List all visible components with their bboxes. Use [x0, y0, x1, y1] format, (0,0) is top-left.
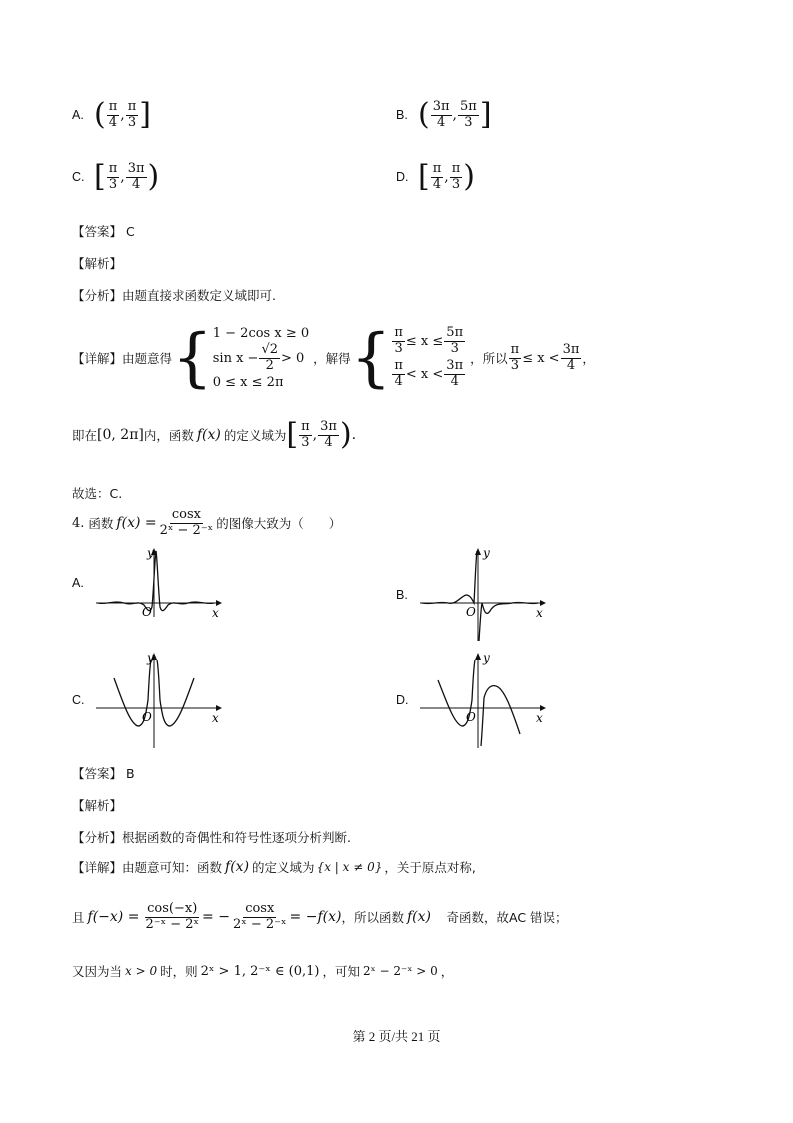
q4-detail-1 — [72, 858, 476, 876]
bracket-close: ] — [139, 97, 151, 133]
x-label: x — [212, 606, 219, 620]
system-1 — [213, 326, 309, 391]
left-brace: { — [350, 321, 392, 395]
bracket-open: ( — [94, 97, 106, 133]
fx: f(x) = — [116, 515, 157, 532]
condition: x > 0 — [125, 964, 158, 978]
text: ，所以函数 — [341, 910, 404, 926]
answer-value: B — [126, 765, 135, 781]
frac-den: 3 — [451, 176, 461, 192]
domain-set: {x | x ≠ 0} — [316, 860, 383, 874]
option-label: D. — [396, 170, 409, 185]
graph-d — [418, 650, 548, 750]
result: 2ˣ − 2⁻ˣ > 0 — [362, 964, 438, 978]
relation: ≤ x < — [522, 350, 560, 366]
frac-den: 3 — [450, 341, 459, 357]
frac-num: cosx — [171, 507, 201, 522]
frac-den: 2ˣ − 2⁻ˣ — [232, 916, 287, 932]
fenxi-tag: 【分析】 — [72, 830, 123, 845]
system-row — [391, 326, 466, 357]
q4-question — [72, 508, 341, 539]
interval: [0, 2π] — [97, 427, 144, 444]
frac-num: √2 — [261, 341, 279, 357]
sys-text: sin x − — [212, 350, 259, 366]
frac-num: π — [394, 325, 403, 341]
frac-den: 3 — [301, 434, 310, 450]
option-label: A. — [72, 575, 84, 590]
frac-den: 2 — [265, 357, 274, 373]
question-number: 4. — [72, 515, 85, 531]
so-word: ，所以 — [470, 351, 508, 366]
frac-den: 4 — [566, 357, 576, 373]
option-label: C. — [72, 693, 85, 707]
y-label: y — [147, 546, 154, 560]
graph-c — [94, 650, 224, 750]
q3-fenxi — [72, 286, 276, 304]
frac-num: π — [108, 161, 118, 176]
text: 的定义域为 — [252, 860, 315, 875]
x-label: x — [536, 711, 543, 725]
frac-den: 4 — [394, 373, 403, 389]
detail-lead: 由题意得 — [122, 351, 173, 366]
frac-den: 4 — [108, 114, 118, 130]
answer-value: C — [126, 223, 135, 239]
option-label: B. — [396, 108, 408, 123]
frac-num: 5π — [446, 325, 464, 341]
text: ，关于原点对称, — [384, 860, 476, 875]
y-arrow — [475, 548, 481, 555]
text: 内，函数 — [143, 428, 194, 444]
text: 又因为当 — [72, 964, 123, 979]
origin-label: O — [142, 605, 152, 619]
q3-choose: 故选：C. — [72, 486, 123, 501]
curve-b-left — [422, 551, 477, 604]
q3-domain-line: 即在 [0, 2π] 内，函数 f(x) 的定义域为 [ $\frac{\pi}{3}$ , $\frac{3\pi}{4}$ ) . — [72, 417, 357, 453]
fenxi-text: 根据函数的奇偶性和符号性逐项分析判断. — [122, 830, 351, 845]
option-label: D. — [396, 693, 409, 707]
frac-den: 4 — [324, 434, 333, 450]
curve-b-right — [479, 602, 538, 641]
option-b: B. ( $\frac{3\pi}{4}$ , $\frac{5\pi}{3}$ ] — [396, 97, 492, 133]
page-footer: 第 2 页/共 21 页 — [352, 1029, 441, 1044]
frac-num: π — [127, 99, 137, 114]
graph-option-c — [72, 650, 224, 750]
y-label: y — [147, 651, 154, 665]
curve-a — [98, 551, 214, 611]
sys-text: > 0 — [281, 350, 305, 366]
bracket-open: ( — [418, 97, 430, 133]
q4-answer — [72, 764, 135, 782]
graph-option-b — [396, 545, 548, 645]
q3-detail — [72, 310, 595, 406]
fx: f(x) — [406, 909, 431, 926]
text: 且 — [72, 910, 85, 926]
frac-den: 4 — [450, 373, 459, 389]
comma: ， — [582, 351, 595, 366]
text: 由题意可知：函数 — [122, 860, 223, 875]
system-row: 1 − 2cos x ≥ 0 — [212, 325, 310, 341]
frac-den: 4 — [436, 114, 446, 130]
curve-d-right — [481, 686, 520, 746]
bracket-close: ) — [147, 159, 160, 195]
frac-num: cosx — [245, 901, 275, 916]
frac-num: 3π — [446, 358, 464, 373]
bracket-close: ] — [479, 97, 492, 133]
fx: f(x) — [225, 859, 250, 875]
rhs: = −f(x) — [289, 909, 342, 926]
text: 奇函数，故AC 错误； — [434, 910, 568, 926]
frac-den: 3 — [394, 341, 403, 357]
frac-num: 5π — [460, 99, 477, 114]
bracket-open: [ — [94, 159, 106, 195]
frac-den: 3 — [510, 357, 520, 373]
frac-num: π — [432, 161, 442, 176]
option-c: C. [ $\frac{\pi}{3}$ , $\frac{3\pi}{4}$ ) — [72, 159, 160, 195]
system-row — [391, 359, 466, 390]
text: ，可知 — [322, 964, 360, 979]
equals: = − — [202, 909, 230, 926]
frac-num: π — [510, 341, 520, 357]
frac-den: 4 — [131, 176, 141, 192]
system-row — [213, 343, 309, 374]
text: 的定义域为 — [223, 428, 287, 444]
graph-a — [94, 545, 224, 620]
x-label: x — [212, 711, 219, 725]
solve-word: ，解得 — [313, 351, 351, 366]
frac-num: 3π — [562, 341, 580, 357]
answer-tag: 【答案】 — [72, 766, 123, 781]
frac-num: π — [108, 99, 118, 114]
frac-den: 4 — [432, 176, 442, 192]
text: 的图像大致为（ ） — [216, 516, 342, 532]
detail-tag: 【详解】 — [72, 860, 123, 875]
system-row: 0 ≤ x ≤ 2π — [212, 375, 284, 391]
option-label: A. — [72, 108, 84, 123]
text: 函数 — [88, 516, 114, 532]
frac-num: π — [451, 161, 461, 176]
q4-detail-3 — [72, 962, 453, 980]
frac-num: 3π — [127, 161, 145, 176]
bracket-open: [ — [286, 417, 299, 453]
option-a: A. ( $\frac{\pi}{4}$ , $\frac{\pi}{3}$ ] — [72, 97, 151, 133]
y-label: y — [483, 651, 490, 665]
curve-c-right — [157, 660, 194, 726]
fenxi-text: 由题直接求函数定义域即可. — [122, 288, 276, 303]
sys-text: < x < — [405, 366, 444, 382]
origin-label: O — [466, 605, 476, 619]
bracket-open: [ — [418, 159, 430, 195]
frac-num: π — [394, 358, 403, 373]
detail-tag: 【详解】 — [72, 351, 123, 366]
y-label: y — [483, 546, 490, 560]
fx: f(x) — [196, 427, 221, 444]
graph-option-d — [396, 650, 548, 750]
text: 时，则 — [160, 964, 198, 979]
bracket-close: ) — [339, 417, 352, 453]
answer-tag: 【答案】 — [72, 224, 123, 239]
option-d: D. [ $\frac{\pi}{4}$ , $\frac{\pi}{3}$ ) — [396, 159, 475, 195]
q4-detail-2 — [72, 902, 568, 933]
graph-option-a — [72, 545, 224, 620]
q4-analysis-tag: 【解析】 — [72, 798, 123, 813]
q3-answer — [72, 222, 135, 240]
frac-num: 3π — [432, 99, 450, 114]
system-2 — [391, 326, 466, 390]
frac-num: 3π — [320, 419, 337, 434]
lhs: f(−x) = — [87, 909, 140, 926]
frac-den: 2ˣ − 2⁻ˣ — [159, 522, 214, 538]
text: 即在 — [72, 428, 98, 444]
frac-num: π — [301, 419, 310, 434]
x-label: x — [536, 606, 543, 620]
period: . — [351, 427, 357, 444]
graph-b — [418, 545, 548, 645]
left-brace: { — [172, 321, 213, 395]
frac-den: 3 — [108, 176, 118, 192]
text: ， — [440, 964, 454, 979]
option-label: B. — [396, 588, 408, 602]
fenxi-tag: 【分析】 — [72, 288, 123, 303]
frac-num: cos(−x) — [147, 901, 198, 916]
bracket-close: ) — [463, 159, 475, 195]
expression: 2ˣ > 1, 2⁻ˣ ∈ (0,1) — [200, 963, 320, 979]
frac-den: 2⁻ˣ − 2ˣ — [145, 916, 200, 932]
option-label: C. — [72, 170, 85, 185]
origin-label: O — [142, 710, 152, 724]
q3-analysis-tag: 【解析】 — [72, 256, 123, 271]
y-arrow — [475, 653, 481, 660]
frac-den: 3 — [127, 114, 137, 130]
q4-fenxi — [72, 828, 351, 846]
origin-label: O — [466, 710, 476, 724]
sys-text: ≤ x ≤ — [405, 334, 444, 350]
frac-den: 3 — [464, 114, 473, 130]
